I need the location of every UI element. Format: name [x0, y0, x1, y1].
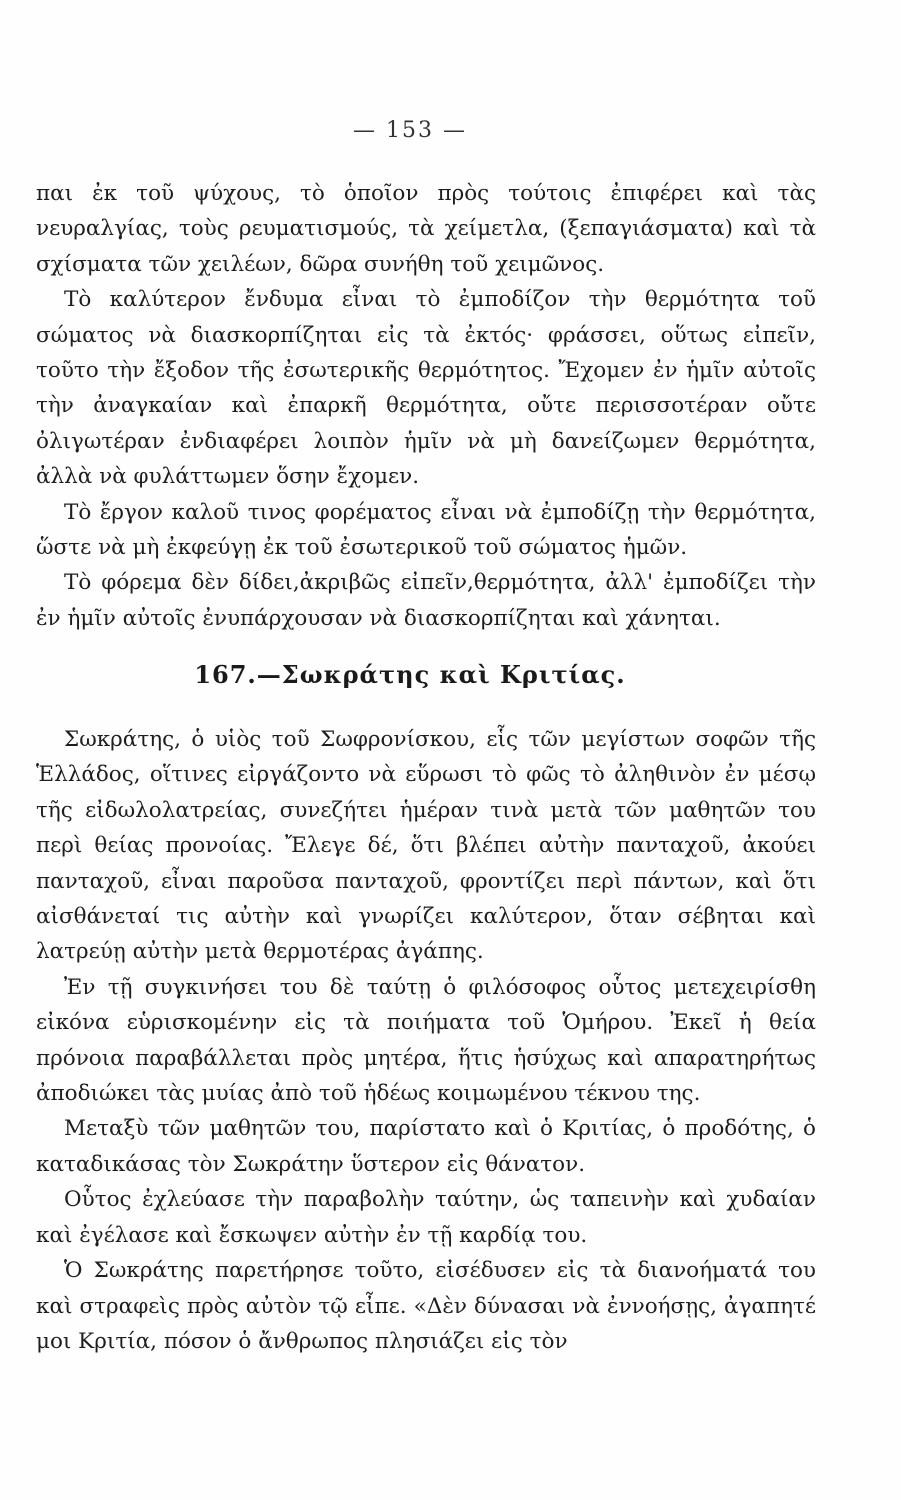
paragraph: Τὸ ἔργον καλοῦ τινος φορέματος εἶναι νὰ ἐμποδίζῃ τὴν θερμότητα, ὥστε νὰ μὴ ἐκφεύγῃ ἐκ τοῦ ἐσωτερικοῦ τοῦ σώματος ἡμῶν.: [36, 499, 816, 561]
section-title: Σωκράτης καὶ Κριτίας.: [281, 660, 626, 689]
text-section-1: [36, 176, 816, 636]
paragraph: παι ἐκ τοῦ ψύχους, τὸ ὁποῖον πρὸς τούτοις ἐπιφέρει καὶ τὰς νευραλγίας, τοὺς ρευματισμούς, τὰ χείμετλα, (ξεπαγιάσματα) καὶ τὰ σχίσματα τῶν χειλέων, δῶρα συνήθη τοῦ χειμῶνος.: [36, 181, 816, 277]
paragraph: Μεταξὺ τῶν μαθητῶν του, παρίστατο καὶ ὁ Κριτίας, ὁ προδότης, ὁ καταδικάσας τὸν Σωκράτην ὕστερον εἰς θάνατον.: [36, 1116, 816, 1177]
paragraph: Ἐν τῇ συγκινήσει του δὲ ταύτῃ ὁ φιλόσοφος οὗτος μετεχειρίσθη εἰκόνα εὑρισκομένην εἰς τὰ ποιήματα τοῦ Ὁμήρου. Ἐκεῖ ἡ θεία πρόνοια παραβάλλεται πρὸς μητέρα, ἥτις ἡσύχως καὶ απαρατηρήτως ἀποδιώκει τὰς μυίας ἀπὸ τοῦ ἡδέως κοιμωμένου τέκνου της.: [36, 974, 816, 1107]
paragraph: Ὁ Σωκράτης παρετήρησε τοῦτο, εἰσέδυσεν εἰς τὰ διανοήματά του καὶ στραφεὶς πρὸς αὐτὸν τῷ εἶπε. «Δὲν δύνασαι νὰ ἐννοήσῃς, ἀγαπητέ μοι Κριτία, πόσον ὁ ἄνθρωπος πλησιάζει εἰς τὸν: [36, 1258, 816, 1354]
section-number: 167.: [194, 660, 257, 689]
section-heading: [0, 660, 820, 689]
paragraph: Σωκράτης, ὁ υἱὸς τοῦ Σωφρονίσκου, εἷς τῶν μεγίστων σοφῶν τῆς Ἑλλάδος, οἵτινες εἰργάζοντο νὰ εὕρωσι τὸ φῶς τὸ ἀληθινὸν ἐν μέσῳ τῆς εἰδωλολατρείας, συνεζήτει ἡμέραν τινὰ μετὰ τῶν μαθητῶν του περὶ θείας προνοίας. Ἔλεγε δέ, ὅτι βλέπει αὐτὴν πανταχοῦ, ἀκούει πανταχοῦ, εἶναι παροῦσα πανταχοῦ, φροντίζει περὶ πάντων, καὶ ὅτι αἰσθάνεταί τις αὐτὴν καὶ γνωρίζει καλύτερον, ὅταν σέβηται καὶ λατρεύῃ αὐτὴν μετὰ θερμοτέρας ἀγάπης.: [36, 727, 816, 965]
text-section-2: [36, 722, 816, 1359]
paragraph: Οὗτος ἐχλεύασε τὴν παραβολὴν ταύτην, ὡς ταπεινὴν καὶ χυδαίαν καὶ ἐγέλασε καὶ ἔσκωψεν αὐτὴν ἐν τῇ καρδίᾳ του.: [36, 1187, 816, 1248]
paragraph: Τὸ φόρεμα δὲν δίδει,ἀκριβῶς εἰπεῖν,θερμότητα, ἀλλ' ἐμποδίζει τὴν ἐν ἡμῖν αὐτοῖς ἐνυπάρχουσαν νὰ διασκορπίζηται καὶ χάνηται.: [36, 570, 816, 631]
page-number: — 153 —: [353, 118, 467, 143]
heading-dash: —: [256, 660, 282, 689]
paragraph: Τὸ καλύτερον ἔνδυμα εἶναι τὸ ἐμποδίζον τὴν θερμότητα τοῦ σώματος νὰ διασκορπίζηται εἰς τὰ ἐκτός· φράσσει, οὕτως εἰπεῖν, τοῦτο τὴν ἔξοδον τῆς ἐσωτερικῆς θερμότητος. Ἔχομεν ἐν ἡμῖν αὐτοῖς τὴν ἀναγκαίαν καὶ ἐπαρκῆ θερμότητα, οὔτε περισσοτέραν οὔτε ὀλιγωτέραν ἐνδιαφέρει λοιπὸν ἡμῖν νὰ μὴ δανείζωμεν θερμότητα, ἀλλὰ νὰ φυλάττωμεν ὅσην ἔχομεν.: [36, 287, 816, 490]
